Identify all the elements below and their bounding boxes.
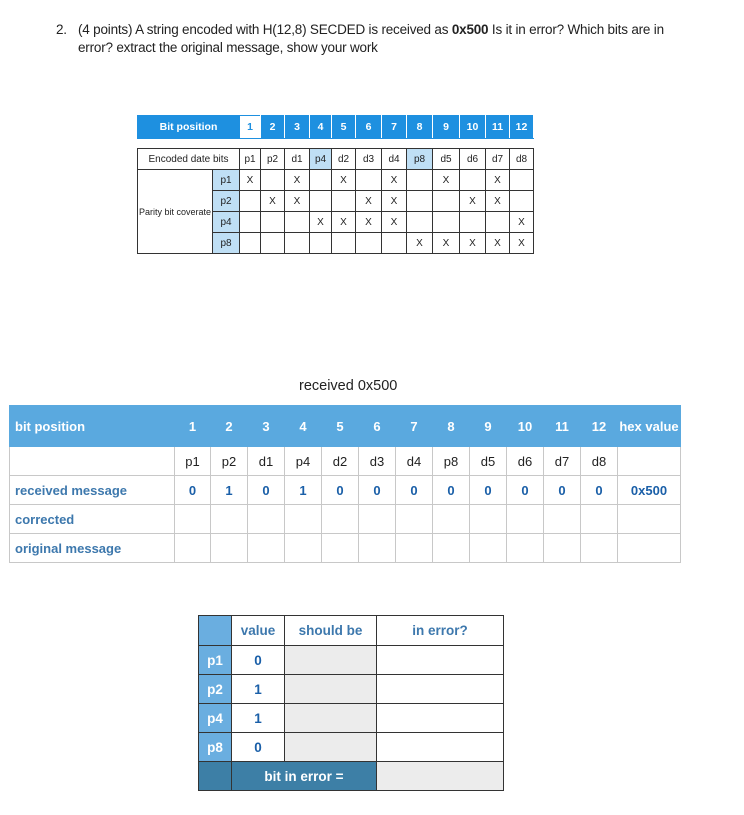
encoded-bits-row [138,149,534,170]
position-header-12: 12 [510,116,534,139]
received-bit: 0 [581,476,618,505]
coverage-cell [510,212,534,233]
bit-name-d6: d6 [507,447,544,476]
should-be-header: should be [285,616,377,646]
parity-label-p4: p4 [199,704,232,733]
coverage-cell [382,233,407,254]
coverage-mark: X [442,237,450,249]
message-position-3: 3 [248,406,285,447]
coverage-mark: X [390,174,398,186]
original-cell[interactable] [211,534,248,563]
parity-label-p1: p1 [199,646,232,675]
coverage-mark: X [390,195,398,207]
encoded-bit-d3: d3 [356,149,382,170]
coverage-mark: X [317,216,324,228]
message-position-9: 9 [470,406,507,447]
question-body [78,21,696,57]
corrected-cell[interactable] [470,505,507,534]
bit-name-d2: d2 [322,447,359,476]
parity-coverage-label: Parity bit coverate [138,170,213,254]
encoded-bit-d6: d6 [460,149,486,170]
message-position-5: 5 [322,406,359,447]
should-be-cell[interactable] [285,646,377,675]
coverage-cell [261,233,285,254]
original-cell[interactable] [359,534,396,563]
received-bit: 0 [248,476,285,505]
message-position-7: 7 [396,406,433,447]
bit-name-d5: d5 [470,447,507,476]
position-header-11: 11 [486,116,510,139]
coverage-mark: X [442,174,450,186]
coverage-cell [261,191,285,212]
original-cell[interactable] [175,534,211,563]
received-bit: 0 [322,476,359,505]
coverage-mark: X [293,195,301,207]
corrected-cell[interactable] [396,505,433,534]
coverage-mark: X [365,216,372,228]
bit-name-p2: p2 [211,447,248,476]
coverage-mark: X [269,195,276,207]
coverage-cell [285,212,310,233]
coverage-cell [407,170,433,191]
corrected-cell[interactable] [248,505,285,534]
received-bit: 0 [359,476,396,505]
parity-check-row-p4 [199,704,504,733]
in-error-cell[interactable] [377,733,504,762]
value-header: value [232,616,285,646]
coverage-cell [407,191,433,212]
coverage-mark: X [518,237,525,249]
parity-value: 0 [232,646,285,675]
coverage-cell [382,170,407,191]
received-hex: 0x500 [618,476,681,505]
coverage-cell [486,233,510,254]
received-bit: 0 [433,476,470,505]
coverage-row-p1 [138,170,534,191]
corrected-cell[interactable] [285,505,322,534]
bit-name-d8: d8 [581,447,618,476]
coverage-cell [460,212,486,233]
coverage-cell [356,233,382,254]
coverage-cell [433,212,460,233]
coverage-cell [240,170,261,191]
message-header-row [10,406,681,447]
bit-name-p8: p8 [433,447,470,476]
position-header-6: 6 [356,116,382,139]
received-message-row [10,476,681,505]
position-header-1: 1 [240,116,261,139]
coverage-mark: X [518,216,525,228]
received-bit: 1 [211,476,248,505]
coverage-cell [433,191,460,212]
received-bit: 0 [470,476,507,505]
parity-check-row-p2 [199,675,504,704]
coverage-mark: X [494,195,501,207]
gap-cell [138,139,534,149]
should-be-cell[interactable] [285,733,377,762]
coverage-cell [356,191,382,212]
bit-in-error-row [199,762,504,791]
empty-hex-cell [618,447,681,476]
parity-check-row-p8 [199,733,504,762]
original-cell[interactable] [285,534,322,563]
bit-name-d4: d4 [396,447,433,476]
bit-names-row [10,447,681,476]
coverage-cell [460,233,486,254]
encoded-bit-d1: d1 [285,149,310,170]
original-cell[interactable] [618,534,681,563]
original-cell[interactable] [544,534,581,563]
bit-in-error-side [199,762,232,791]
position-header-4: 4 [310,116,332,139]
encoded-bit-d7: d7 [486,149,510,170]
coverage-cell [407,212,433,233]
coverage-cell [310,212,332,233]
received-caption: received 0x500 [299,378,398,394]
coverage-mark: X [390,216,398,228]
coverage-mark: X [469,237,476,249]
coverage-cell [460,170,486,191]
parity-check-table [198,615,504,791]
coverage-mark: X [246,174,254,186]
coverage-cell [510,191,534,212]
coverage-cell [261,170,285,191]
coverage-cell [332,191,356,212]
coverage-mark: X [293,174,301,186]
bit-position-label: bit position [10,406,175,447]
coverage-cell [332,212,356,233]
bit-name-d1: d1 [248,447,285,476]
original-cell[interactable] [581,534,618,563]
received-bit: 0 [507,476,544,505]
corner-cell [199,616,232,646]
original-cell[interactable] [507,534,544,563]
bit-name-d3: d3 [359,447,396,476]
in-error-header: in error? [377,616,504,646]
corrected-cell[interactable] [544,505,581,534]
coverage-cell [433,170,460,191]
coverage-cell [285,233,310,254]
coverage-header-row [138,116,534,139]
received-bit: 0 [175,476,211,505]
bit-name-p4: p4 [285,447,322,476]
coverage-cell [240,212,261,233]
bit-name-d7: d7 [544,447,581,476]
coverage-gap-row [138,139,534,149]
message-position-8: 8 [433,406,470,447]
coverage-cell [240,191,261,212]
empty-label-cell [10,447,175,476]
position-header-5: 5 [332,116,356,139]
coverage-mark: X [340,216,347,228]
question-text-before: (4 points) A string encoded with H(12,8) SECDED is received as [78,22,452,37]
bit-name-p1: p1 [175,447,211,476]
coverage-cell [356,170,382,191]
coverage-cell [510,170,534,191]
message-position-6: 6 [359,406,396,447]
coverage-cell [356,212,382,233]
position-header-7: 7 [382,116,407,139]
received-bit: 1 [285,476,322,505]
coverage-cell [310,191,332,212]
coverage-cell [332,233,356,254]
message-table [9,405,681,563]
hex-value-header: hex value [618,406,681,447]
coverage-cell [285,170,310,191]
encoded-bit-d8: d8 [510,149,534,170]
corrected-cell[interactable] [322,505,359,534]
coverage-cell [310,233,332,254]
corrected-cell[interactable] [507,505,544,534]
coverage-mark: X [416,237,423,249]
original-cell[interactable] [322,534,359,563]
corrected-cell[interactable] [618,505,681,534]
message-position-11: 11 [544,406,581,447]
received-bit: 0 [396,476,433,505]
should-be-cell[interactable] [285,675,377,704]
coverage-cell [261,212,285,233]
parity-coverage-table [137,115,534,254]
coverage-cell [510,233,534,254]
original-cell[interactable] [470,534,507,563]
original-cell[interactable] [433,534,470,563]
in-error-cell[interactable] [377,646,504,675]
coverage-cell [486,170,510,191]
parity-check-header-row [199,616,504,646]
received-message-label: received message [10,476,175,505]
parity-value: 1 [232,704,285,733]
coverage-cell [486,212,510,233]
position-header-8: 8 [407,116,433,139]
in-error-cell[interactable] [377,704,504,733]
encoded-bit-d4: d4 [382,149,407,170]
question-number: 2. [56,22,67,37]
parity-value: 1 [232,675,285,704]
coverage-mark: X [340,174,347,186]
encoded-bit-d5: d5 [433,149,460,170]
coverage-mark: X [494,174,501,186]
coverage-parity-p8: p8 [213,233,240,254]
coverage-cell [486,191,510,212]
original-label: original message [10,534,175,563]
corrected-cell[interactable] [581,505,618,534]
encoded-bit-p2: p2 [261,149,285,170]
bit-in-error-label: bit in error = [232,762,377,791]
message-position-2: 2 [211,406,248,447]
bit-in-error-answer[interactable] [377,762,504,791]
coverage-mark: X [469,195,476,207]
coverage-parity-p4: p4 [213,212,240,233]
message-position-1: 1 [175,406,211,447]
position-header-2: 2 [261,116,285,139]
question-text-after: Is it in error? Which bits are in error? extract the original message, show your work [78,22,664,55]
coverage-cell [240,233,261,254]
parity-value: 0 [232,733,285,762]
coverage-cell [285,191,310,212]
corrected-cell[interactable] [211,505,248,534]
coverage-cell [310,170,332,191]
coverage-parity-p1: p1 [213,170,240,191]
coverage-parity-p2: p2 [213,191,240,212]
coverage-cell [382,191,407,212]
message-position-12: 12 [581,406,618,447]
coverage-mark: X [494,237,501,249]
coverage-cell [433,233,460,254]
coverage-cell [382,212,407,233]
parity-check-row-p1 [199,646,504,675]
in-error-cell[interactable] [377,675,504,704]
encoded-bit-p1: p1 [240,149,261,170]
original-cell[interactable] [248,534,285,563]
message-position-10: 10 [507,406,544,447]
question-text [56,21,696,57]
corrected-label: corrected [10,505,175,534]
parity-label-p2: p2 [199,675,232,704]
original-message-row [10,534,681,563]
corrected-cell[interactable] [433,505,470,534]
encoded-bit-d2: d2 [332,149,356,170]
position-header-10: 10 [460,116,486,139]
coverage-cell [460,191,486,212]
coverage-cell [407,233,433,254]
parity-label-p8: p8 [199,733,232,762]
coverage-mark: X [365,195,372,207]
encoded-bits-label: Encoded date bits [138,149,240,170]
corrected-cell[interactable] [175,505,211,534]
corrected-row [10,505,681,534]
message-position-4: 4 [285,406,322,447]
position-header-3: 3 [285,116,310,139]
position-header-9: 9 [433,116,460,139]
received-code: 0x500 [451,22,489,37]
original-cell[interactable] [396,534,433,563]
should-be-cell[interactable] [285,704,377,733]
encoded-bit-p4: p4 [310,149,332,170]
encoded-bit-p8: p8 [407,149,433,170]
bit-position-header: Bit position [138,116,240,139]
corrected-cell[interactable] [359,505,396,534]
coverage-cell [332,170,356,191]
received-bit: 0 [544,476,581,505]
